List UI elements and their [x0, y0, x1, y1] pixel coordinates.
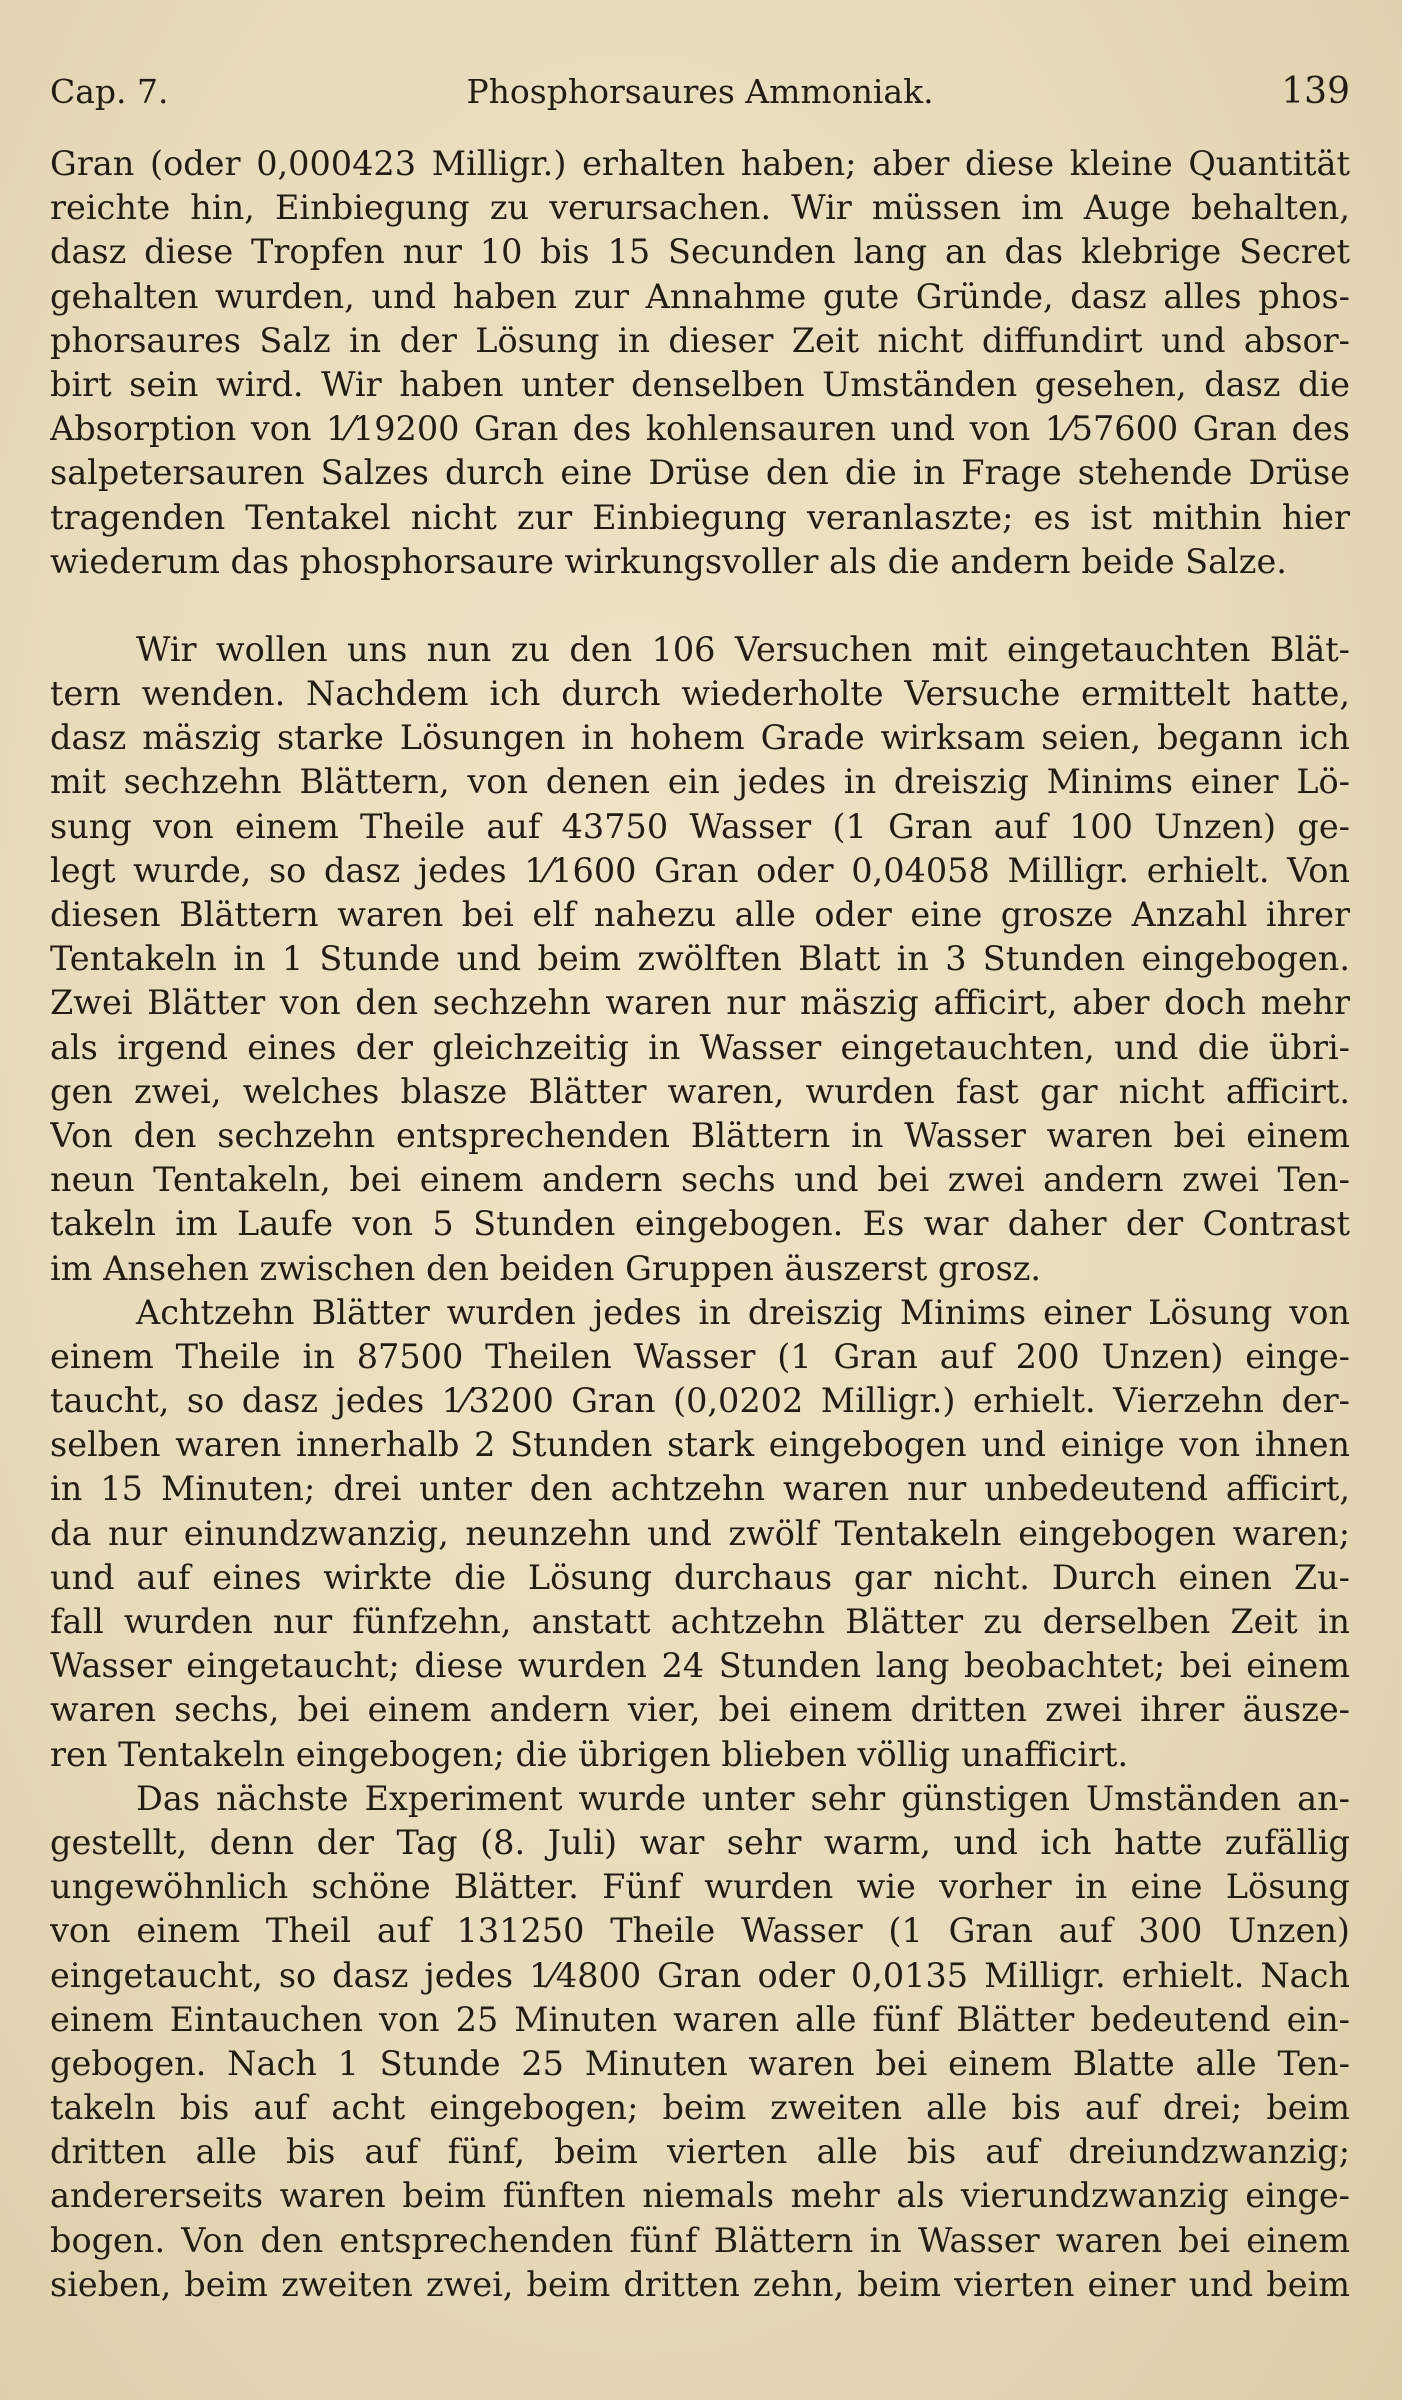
text-line: tragenden Tentakel nicht zur Einbiegung veranlaszte; es ist mithin hier: [50, 497, 1350, 537]
paragraph-3: [50, 1291, 1350, 1777]
text-line: Gran (oder 0,000423 Milligr.) erhalten haben; aber diese kleine Quantität: [50, 144, 1350, 183]
text-line: dasz diese Tropfen nur 10 bis 15 Secunden lang an das klebrige Secret: [50, 232, 1350, 272]
text-line: tern wenden. Nachdem ich durch wiederholte Versuche ermittelt hatte,: [50, 674, 1350, 714]
text-line: selben waren innerhalb 2 Stunden stark eingebogen und einige von ihnen: [50, 1425, 1350, 1465]
text-line: sung von einem Theile auf 43750 Wasser (1 Gran auf 100 Unzen) ge-: [50, 806, 1350, 846]
text-line: mit sechzehn Blättern, von denen ein jedes in dreiszig Minims einer Lö-: [50, 762, 1350, 802]
text-line: wiederum das phosphorsaure wirkungsvoller als die andern beide Salze.: [50, 541, 1287, 581]
text-line: gebogen. Nach 1 Stunde 25 Minuten waren bei einem Blatte alle Ten-: [50, 2043, 1350, 2083]
text-line: im Ansehen zwischen den beiden Gruppen äuszerst grosz.: [50, 1248, 1042, 1288]
text-line: Von den sechzehn entsprechenden Blättern in Wasser waren bei einem: [50, 1115, 1350, 1155]
text-line: bogen. Von den entsprechenden fünf Blättern in Wasser waren bei einem: [50, 2220, 1350, 2260]
text-line: dasz mäszig starke Lösungen in hohem Grade wirksam seien, begann ich: [50, 718, 1350, 758]
paragraph-1: [50, 142, 1350, 584]
text-line: gestellt, denn der Tag (8. Juli) war sehr warm, und ich hatte zufällig: [50, 1822, 1350, 1862]
text-line: birt sein wird. Wir haben unter denselben Umständen gesehen, dasz die: [50, 364, 1350, 404]
text-line: Zwei Blätter von den sechzehn waren nur mäszig afficirt, aber doch mehr: [50, 983, 1350, 1023]
text-line: legt wurde, so dasz jedes 1⁄1600 Gran oder 0,04058 Milligr. erhielt. Von: [50, 850, 1350, 890]
text-line: eingetaucht, so dasz jedes 1⁄4800 Gran oder 0,0135 Milligr. erhielt. Nach: [50, 1955, 1350, 1995]
text-line: Absorption von 1⁄19200 Gran des kohlensauren und von 1⁄57600 Gran des: [50, 409, 1350, 449]
text-line: gen zwei, welches blasze Blätter waren, wurden fast gar nicht afficirt.: [50, 1071, 1350, 1111]
body-text: [50, 142, 1350, 2307]
chapter-label: Cap. 7.: [50, 72, 169, 111]
text-line: andererseits waren beim fünften niemals mehr als vierundzwanzig einge-: [50, 2176, 1350, 2216]
text-line: Wir wollen uns nun zu den 106 Versuchen mit eingetauchten Blät-: [136, 629, 1350, 669]
text-line: takeln im Laufe von 5 Stunden eingebogen. Es war daher der Contrast: [50, 1204, 1350, 1244]
running-title: Phosphorsaures Ammoniak.: [466, 72, 934, 111]
text-line: einem Eintauchen von 25 Minuten waren alle fünf Blätter bedeutend ein-: [50, 1999, 1350, 2039]
paragraph-gap: [50, 584, 1350, 628]
text-line: sieben, beim zweiten zwei, beim dritten zehn, beim vierten einer und beim: [50, 2264, 1350, 2304]
text-line: Tentakeln in 1 Stunde und beim zwölften Blatt in 3 Stunden eingebogen.: [50, 939, 1350, 979]
text-line: Das nächste Experiment wurde unter sehr günstigen Umständen an-: [136, 1778, 1350, 1818]
page-number: 139: [1281, 71, 1350, 112]
text-line: Achtzehn Blätter wurden jedes in dreiszig Minims einer Lösung von: [136, 1292, 1350, 1332]
running-header: [50, 62, 1350, 122]
paragraph-2: [50, 628, 1350, 1291]
text-line: diesen Blättern waren bei elf nahezu alle oder eine grosze Anzahl ihrer: [50, 895, 1350, 934]
text-line: in 15 Minuten; drei unter den achtzehn waren nur unbedeutend afficirt,: [50, 1469, 1350, 1509]
text-line: taucht, so dasz jedes 1⁄3200 Gran (0,0202 Milligr.) erhielt. Vierzehn der-: [50, 1381, 1350, 1421]
text-line: neun Tentakeln, bei einem andern sechs und bei zwei andern zwei Ten-: [50, 1160, 1350, 1200]
text-line: phorsaures Salz in der Lösung in dieser Zeit nicht diffundirt und absor-: [50, 320, 1350, 360]
text-line: da nur einundzwanzig, neunzehn und zwölf Tentakeln eingebogen waren;: [50, 1513, 1350, 1553]
paragraph-4: [50, 1777, 1350, 2307]
text-line: dritten alle bis auf fünf, beim vierten alle bis auf dreiundzwanzig;: [50, 2132, 1350, 2172]
text-line: als irgend eines der gleichzeitig in Wasser eingetauchten, und die übri-: [50, 1027, 1350, 1067]
text-line: und auf eines wirkte die Lösung durchaus gar nicht. Durch einen Zu-: [50, 1557, 1350, 1597]
text-line: salpetersauren Salzes durch eine Drüse den die in Frage stehende Drüse: [50, 453, 1350, 493]
text-line: reichte hin, Einbiegung zu verursachen. Wir müssen im Auge behalten,: [50, 188, 1350, 228]
text-line: waren sechs, bei einem andern vier, bei einem dritten zwei ihrer äusze-: [50, 1690, 1350, 1730]
text-line: ren Tentakeln eingebogen; die übrigen blieben völlig unafficirt.: [50, 1734, 1129, 1774]
text-line: gehalten wurden, und haben zur Annahme gute Gründe, dasz alles phos-: [50, 276, 1350, 316]
text-line: Wasser eingetaucht; diese wurden 24 Stunden lang beobachtet; bei einem: [50, 1646, 1350, 1686]
text-line: fall wurden nur fünfzehn, anstatt achtzehn Blätter zu derselben Zeit in: [50, 1602, 1350, 1641]
text-line: ungewöhnlich schöne Blätter. Fünf wurden wie vorher in eine Lösung: [50, 1867, 1350, 1907]
text-line: takeln bis auf acht eingebogen; beim zweiten alle bis auf drei; beim: [50, 2088, 1350, 2128]
text-line: von einem Theil auf 131250 Theile Wasser (1 Gran auf 300 Unzen): [50, 1911, 1350, 1951]
text-line: einem Theile in 87500 Theilen Wasser (1 Gran auf 200 Unzen) einge-: [50, 1336, 1350, 1376]
